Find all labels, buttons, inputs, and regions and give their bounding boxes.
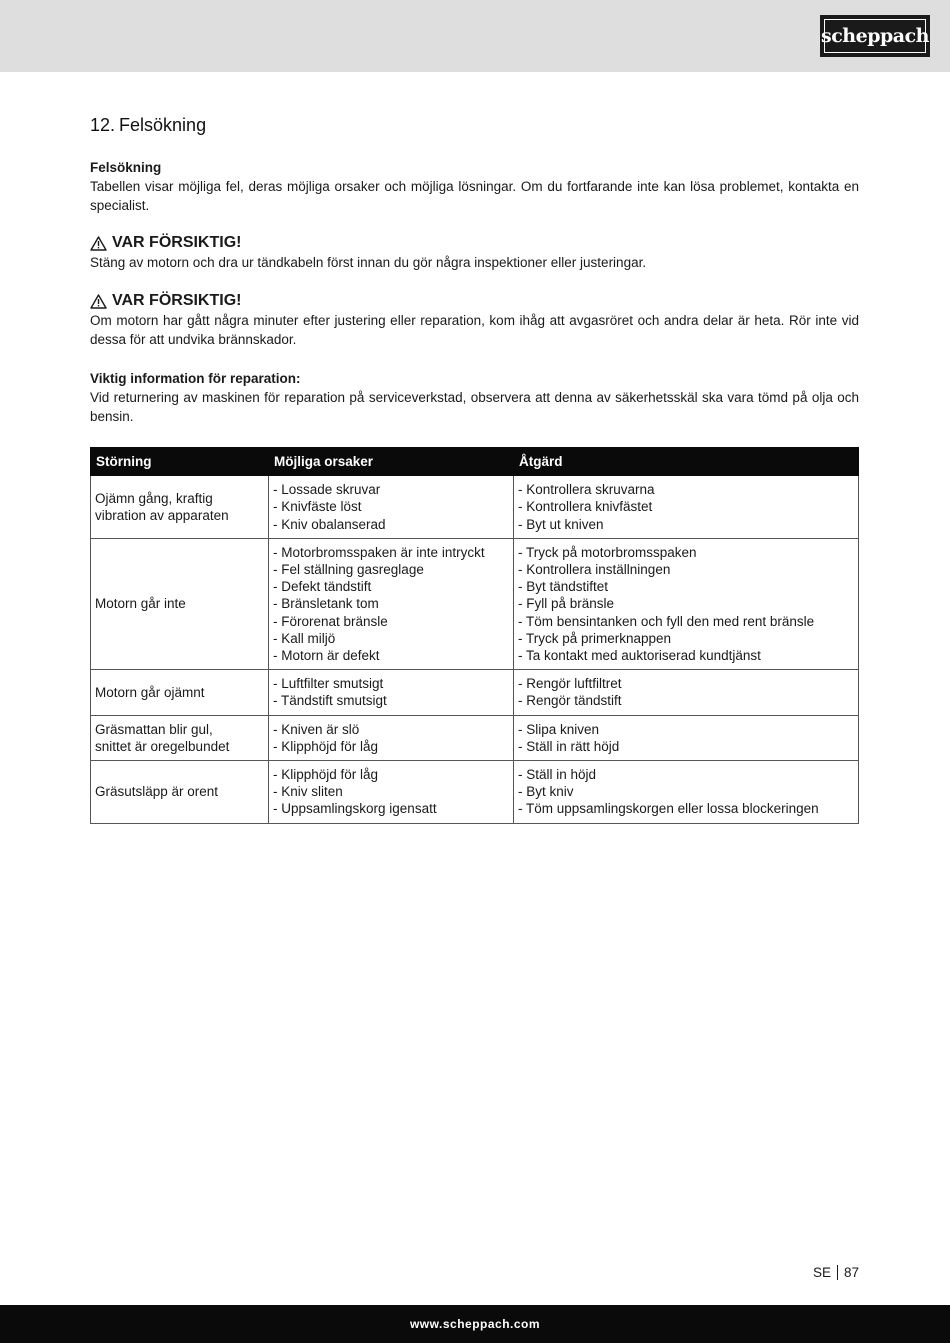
page-number <box>813 1265 859 1280</box>
remedy-line: - Rengör tändstift <box>518 693 622 709</box>
causes-line: - Bränsletank tom <box>273 596 379 612</box>
footer-band <box>0 1305 950 1343</box>
remedy-line: - Kontrollera knivfästet <box>518 499 653 515</box>
causes-line: - Tändstift smutsigt <box>273 693 387 709</box>
causes-line: - Motorbromsspaken är inte intryckt <box>273 544 485 560</box>
issue-line: Motorn går inte <box>95 596 186 612</box>
remedy-line: - Tryck på motorbromsspaken <box>518 544 697 560</box>
warning-title-1 <box>90 233 859 253</box>
remedy-line: - Ta kontakt med auktoriserad kundtjänst <box>518 648 761 664</box>
scheppach-logo: scheppach <box>820 15 930 57</box>
causes-line: - Kniv obalanserad <box>273 516 386 532</box>
section-title-text: Felsökning <box>119 115 207 135</box>
section-title <box>90 115 206 136</box>
causes-line: - Lossade skruvar <box>273 482 381 498</box>
remedy-cell <box>514 761 859 824</box>
table-row <box>91 761 859 824</box>
remedy-cell <box>514 538 859 669</box>
issue-line: Motorn går ojämnt <box>95 684 205 700</box>
warning-text-1: Stäng av motorn och dra ur tändkabeln först innan du gör några inspektioner eller justeringar. <box>90 255 647 270</box>
issue-cell <box>91 670 269 715</box>
remedy-cell <box>514 715 859 760</box>
causes-cell <box>269 761 514 824</box>
intro-heading: Felsökning <box>90 160 162 175</box>
causes-line: - Knivfäste löst <box>273 499 362 515</box>
repair-text: Vid returnering av maskinen för reparation på serviceverkstad, observera att denna av säkerhetsskäl ska vara tömd på olja och bensin. <box>90 390 859 424</box>
remedy-line: - Töm bensintanken och fyll den med rent bränsle <box>518 613 815 629</box>
issue-line: Ojämn gång, kraftig <box>95 490 213 506</box>
header-remedy: Åtgärd <box>514 448 859 476</box>
causes-line: - Kniv sliten <box>273 784 343 800</box>
causes-line: - Kall miljö <box>273 630 336 646</box>
remedy-line: - Byt tändstiftet <box>518 579 609 595</box>
warning-title-2 <box>90 291 859 311</box>
issue-line: snittet är oregelbundet <box>95 738 230 754</box>
table-row <box>91 476 859 539</box>
issue-cell <box>91 538 269 669</box>
section-number: 12. <box>90 115 116 135</box>
repair-block <box>90 369 859 426</box>
causes-line: - Defekt tändstift <box>273 579 372 595</box>
table-header-row <box>91 448 859 476</box>
page-separator <box>837 1265 838 1280</box>
remedy-line: - Töm uppsamlingskorgen eller lossa blockeringen <box>518 801 819 817</box>
remedy-line: - Fyll på bränsle <box>518 596 615 612</box>
causes-cell <box>269 715 514 760</box>
page-lang: SE <box>812 1265 831 1280</box>
remedy-line: - Kontrollera skruvarna <box>518 482 655 498</box>
table-row <box>91 670 859 715</box>
warning-title-text-2: VAR FÖRSIKTIG! <box>112 292 242 309</box>
table-body <box>91 476 859 823</box>
causes-line: - Kniven är slö <box>273 721 360 737</box>
causes-line: - Uppsamlingskorg igensatt <box>273 801 437 817</box>
issue-cell <box>91 761 269 824</box>
causes-line: - Klipphöjd för låg <box>273 767 379 783</box>
causes-line: - Fel ställning gasreglage <box>273 562 424 578</box>
issue-cell <box>91 476 269 539</box>
causes-line: - Luftfilter smutsigt <box>273 676 384 692</box>
intro-text: Tabellen visar möjliga fel, deras möjliga orsaker och möjliga lösningar. Om du fortfarande inte kan lösa problemet, kontakta en specialist. <box>90 179 859 213</box>
remedy-line: - Rengör luftfiltret <box>518 676 622 692</box>
header-issue: Störning <box>91 448 269 476</box>
warning-triangle-icon <box>90 236 107 251</box>
table-row <box>91 715 859 760</box>
remedy-line: - Byt kniv <box>518 784 574 800</box>
causes-cell <box>269 670 514 715</box>
issue-cell <box>91 715 269 760</box>
table-row <box>91 538 859 669</box>
footer-url: www.scheppach.com <box>409 1317 541 1331</box>
warning-block-2 <box>90 291 859 349</box>
issue-line: Gräsutsläpp är orent <box>95 784 219 800</box>
causes-line: - Klipphöjd för låg <box>273 738 379 754</box>
issue-line: Gräsmattan blir gul, <box>95 721 213 737</box>
header-causes: Möjliga orsaker <box>269 448 514 476</box>
remedy-cell <box>514 670 859 715</box>
warning-triangle-icon <box>90 294 107 309</box>
remedy-line: - Kontrollera inställningen <box>518 562 671 578</box>
intro-block <box>90 158 859 215</box>
causes-line: - Förorenat bränsle <box>273 613 388 629</box>
page-number-value: 87 <box>843 1265 859 1280</box>
header-band <box>0 0 950 72</box>
issue-line: vibration av apparaten <box>95 508 229 523</box>
causes-line: - Motorn är defekt <box>273 648 380 664</box>
remedy-line: - Ställ in rätt höjd <box>518 738 620 754</box>
causes-cell <box>269 538 514 669</box>
remedy-cell <box>514 476 859 539</box>
warning-block-1 <box>90 233 859 272</box>
warning-text-2: Om motorn har gått några minuter efter justering eller reparation, kom ihåg att avgasröret och andra delar är heta. Rör inte vid dessa för att undvika brännskador. <box>90 313 859 347</box>
repair-heading: Viktig information för reparation: <box>90 371 301 386</box>
remedy-line: - Ställ in höjd <box>518 767 597 783</box>
remedy-line: - Slipa kniven <box>518 721 600 737</box>
remedy-line: - Byt ut kniven <box>518 516 604 532</box>
remedy-line: - Tryck på primerknappen <box>518 630 672 646</box>
warning-title-text-1: VAR FÖRSIKTIG! <box>112 234 242 251</box>
causes-cell <box>269 476 514 539</box>
troubleshooting-table <box>90 447 859 824</box>
